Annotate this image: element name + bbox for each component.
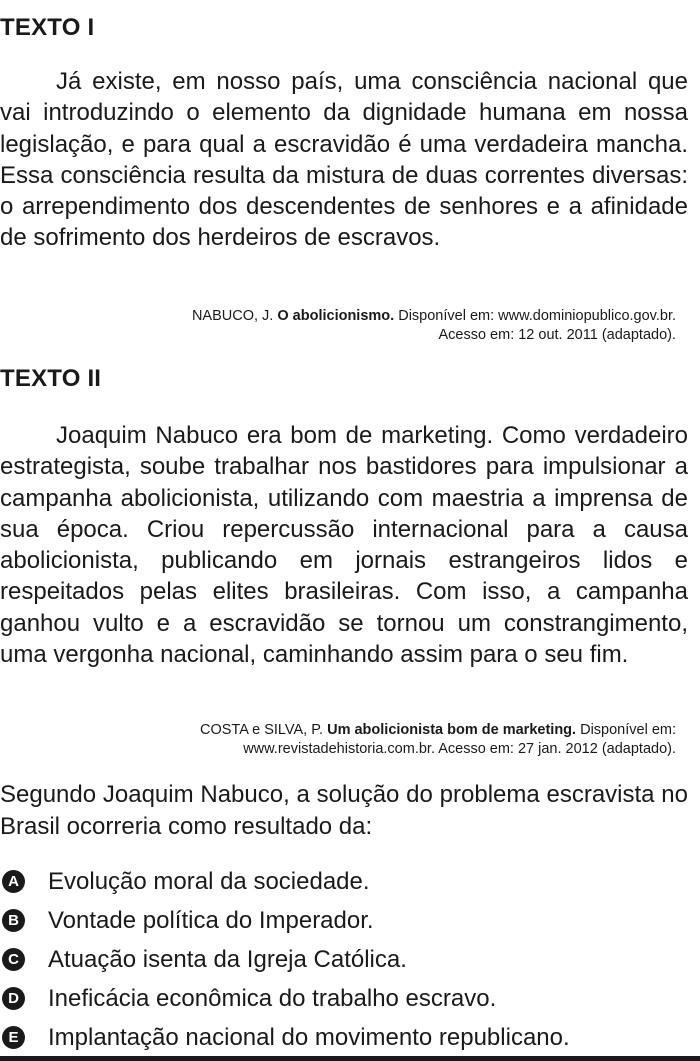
texto-1-source-author: NABUCO, J. (191, 308, 278, 324)
option-b-letter-icon: B (2, 909, 25, 932)
texto-1-source-availability: Disponível em: www.dominiopublico.gov.br. (394, 308, 676, 324)
option-d-text: Ineficácia econômica do trabalho escravo. (48, 984, 497, 1012)
option-c-text: Atuação isenta da Igreja Católica. (48, 945, 407, 973)
texto-1-source-access: Acesso em: 12 out. 2011 (adaptado). (438, 327, 676, 343)
texto-2-source-author: COSTA e SILVA, P. (200, 722, 328, 738)
option-c[interactable] (0, 940, 688, 979)
option-a[interactable] (0, 862, 688, 901)
option-d[interactable] (0, 979, 688, 1018)
option-c-letter-icon: C (2, 948, 25, 971)
texto-1-paragraph: Já existe, em nosso país, uma consciência nacional que vai introduzindo o elemento da dignidade humana em nossa legislação, e para qual a escravidão é uma verdadeira mancha. Essa consciência resulta da mistura de duas correntes diversas: o arrependimento dos descendentes de senhores e a afinidade de sofrimento dos herdeiros de escravos. (0, 68, 688, 252)
option-d-letter-icon: D (2, 987, 25, 1010)
option-e-letter-icon: E (2, 1026, 25, 1049)
texto-2-source-availability: Disponível em: (576, 722, 676, 738)
texto-2-source-title: Um abolicionista bom de marketing. (327, 722, 577, 738)
option-e-text: Implantação nacional do movimento republicano. (48, 1023, 570, 1051)
texto-2-paragraph: Joaquim Nabuco era bom de marketing. Como verdadeiro estrategista, soube trabalhar nos bastidores para impulsionar a campanha abolicionista, utilizando com maestria a imprensa de sua época. Criou repercussão internacional para a causa abolicionista, publicando em jornais estrangeiros lidos e respeitados pelas elites brasileiras. Com isso, a campanha ganhou vulto e a escravidão se tornou um constrangimento, uma vergonha nacional, caminhando assim para o seu fim. (0, 422, 688, 669)
texto-2-heading: TEXTO II (0, 365, 102, 392)
answer-options (0, 862, 688, 1057)
texto-1-heading: TEXTO I (0, 14, 95, 41)
option-b[interactable] (0, 901, 688, 940)
option-a-letter-icon: A (2, 870, 25, 893)
texto-1-source-title: O abolicionismo. (277, 308, 395, 324)
texto-2-source-access: www.revistadehistoria.com.br. Acesso em: 27 jan. 2012 (adaptado). (243, 741, 676, 757)
option-a-text: Evolução moral da sociedade. (48, 867, 370, 895)
texto-1-source (76, 307, 676, 345)
option-e[interactable] (0, 1018, 688, 1057)
texto-2-source (76, 721, 676, 759)
question-stem: Segundo Joaquim Nabuco, a solução do problema escravista no Brasil ocorreria como resultado da: (0, 781, 688, 840)
option-b-text: Vontade política do Imperador. (48, 906, 374, 934)
bottom-divider (0, 1056, 700, 1061)
